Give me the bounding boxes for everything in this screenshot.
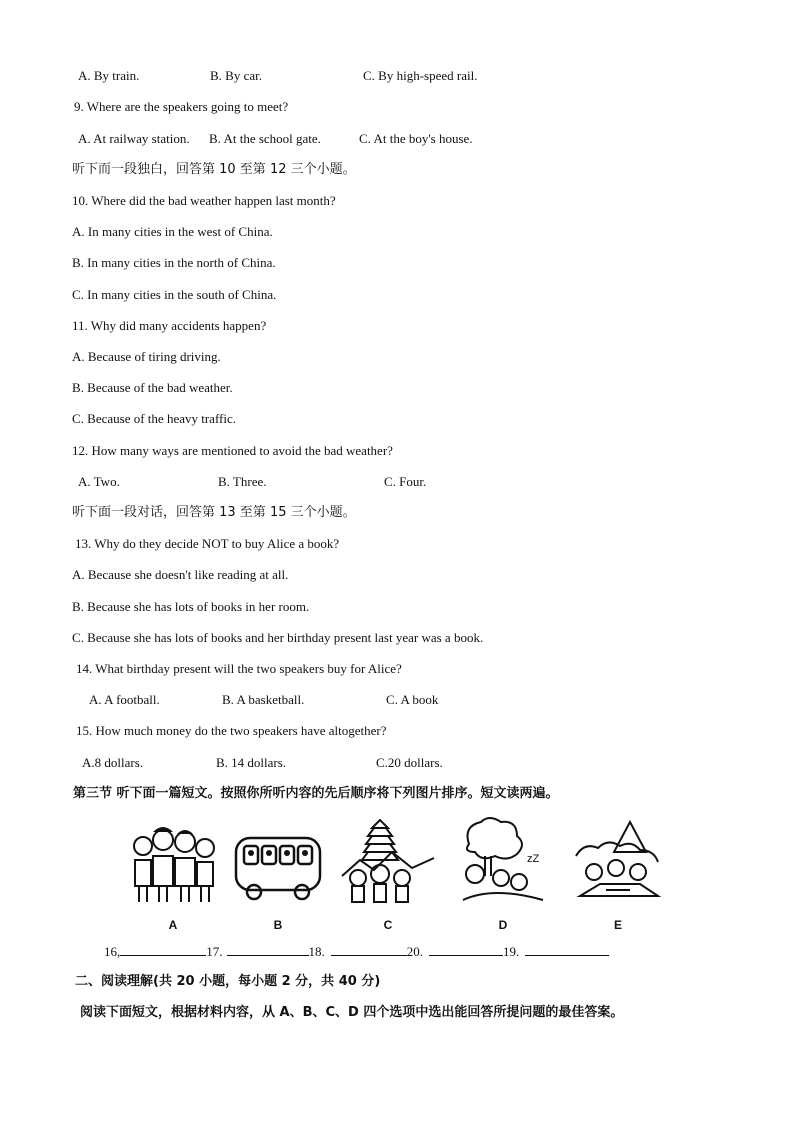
picture-d xyxy=(455,816,551,932)
q11-option-a: A. Because of tiring driving. xyxy=(72,349,221,364)
q10-stem: 10. Where did the bad weather happen last month? xyxy=(72,193,336,208)
answer-blank-19[interactable] xyxy=(525,943,609,956)
pagoda-mountain-icon xyxy=(340,816,436,912)
q9-option-c: C. At the boy's house. xyxy=(359,131,473,146)
picnic-icon xyxy=(570,816,666,912)
section3-title: 第三节 听下面一篇短文。按照你所听内容的先后顺序将下列图片排序。短文读两遍。 xyxy=(73,786,559,801)
q14-option-a: A. A football. xyxy=(89,692,160,707)
q15-stem: 15. How much money do the two speakers have altogether? xyxy=(76,723,387,738)
q13-option-b: B. Because she has lots of books in her room. xyxy=(72,599,310,614)
picture-label-c: C xyxy=(383,918,393,932)
picture-c xyxy=(340,816,436,932)
q15-option-b: B. 14 dollars. xyxy=(216,755,287,770)
q12-option-a: A. Two. xyxy=(78,474,120,489)
answer-label-20: 20. xyxy=(406,944,423,959)
q13-stem: 13. Why do they decide NOT to buy Alice a book? xyxy=(75,536,340,551)
answer-label-18: 18. xyxy=(308,944,325,959)
q14-option-b: B. A basketball. xyxy=(222,692,305,707)
picture-label-d: D xyxy=(498,918,508,932)
q11-stem: 11. Why did many accidents happen? xyxy=(72,318,267,333)
q10-option-c: C. In many cities in the south of China. xyxy=(72,287,277,302)
svg-text:zZ: zZ xyxy=(527,853,540,865)
q8-option-a: A. By train. xyxy=(78,68,140,83)
q15-option-c: C.20 dollars. xyxy=(376,755,443,770)
q11-option-c: C. Because of the heavy traffic. xyxy=(72,411,236,426)
q10-option-a: A. In many cities in the west of China. xyxy=(72,224,273,239)
answer-label-16: 16, xyxy=(104,944,121,959)
answer-blank-20[interactable] xyxy=(429,943,503,956)
q9-option-b: B. At the school gate. xyxy=(209,131,321,146)
intro-13-15: 听下面一段对话，回答第 13 至第 15 三个小题。 xyxy=(72,505,356,520)
intro-10-12: 听下而一段独白，回答第 10 至第 12 三个小题。 xyxy=(72,162,356,177)
q12-option-b: B. Three. xyxy=(218,474,267,489)
q12-option-c: C. Four. xyxy=(384,474,427,489)
picture-e xyxy=(570,816,666,932)
picture-label-b: B xyxy=(273,918,283,932)
answer-line xyxy=(104,943,609,960)
picture-row xyxy=(120,816,680,936)
q9-stem: 9. Where are the speakers going to meet? xyxy=(74,99,289,114)
q14-stem: 14. What birthday present will the two speakers buy for Alice? xyxy=(76,661,402,676)
q8-option-b: B. By car. xyxy=(210,68,262,83)
picture-a xyxy=(125,816,221,932)
q15-option-a: A.8 dollars. xyxy=(82,755,144,770)
answer-blank-18[interactable] xyxy=(331,943,407,956)
q13-option-a: A. Because she doesn't like reading at all. xyxy=(72,567,289,582)
q9-option-a: A. At railway station. xyxy=(78,131,190,146)
answer-blank-17[interactable] xyxy=(227,943,309,956)
picture-label-a: A xyxy=(168,918,178,932)
q12-stem: 12. How many ways are mentioned to avoid the bad weather? xyxy=(72,443,393,458)
picture-label-e: E xyxy=(613,918,622,932)
sleeping-under-tree-icon xyxy=(455,816,551,912)
q8-option-c: C. By high-speed rail. xyxy=(363,68,478,83)
part2-title: 二、阅读理解(共 20 小题，每小题 2 分，共 40 分) xyxy=(75,974,381,989)
answer-label-17: 17. xyxy=(206,944,223,959)
q10-option-b: B. In many cities in the north of China. xyxy=(72,255,276,270)
answer-blank-16[interactable] xyxy=(120,943,206,956)
q11-option-b: B. Because of the bad weather. xyxy=(72,380,233,395)
children-group-icon xyxy=(125,816,221,912)
picture-b xyxy=(230,816,326,932)
q13-option-c: C. Because she has lots of books and her birthday present last year was a book. xyxy=(72,630,484,645)
bus-icon xyxy=(230,816,326,912)
part2-instruction: 阅读下面短文，根据材料内容，从 A、B、C、D 四个选项中选出能回答所提问题的最佳答案。 xyxy=(80,1005,624,1020)
q14-option-c: C. A book xyxy=(386,692,439,707)
answer-label-19: 19. xyxy=(503,944,520,959)
